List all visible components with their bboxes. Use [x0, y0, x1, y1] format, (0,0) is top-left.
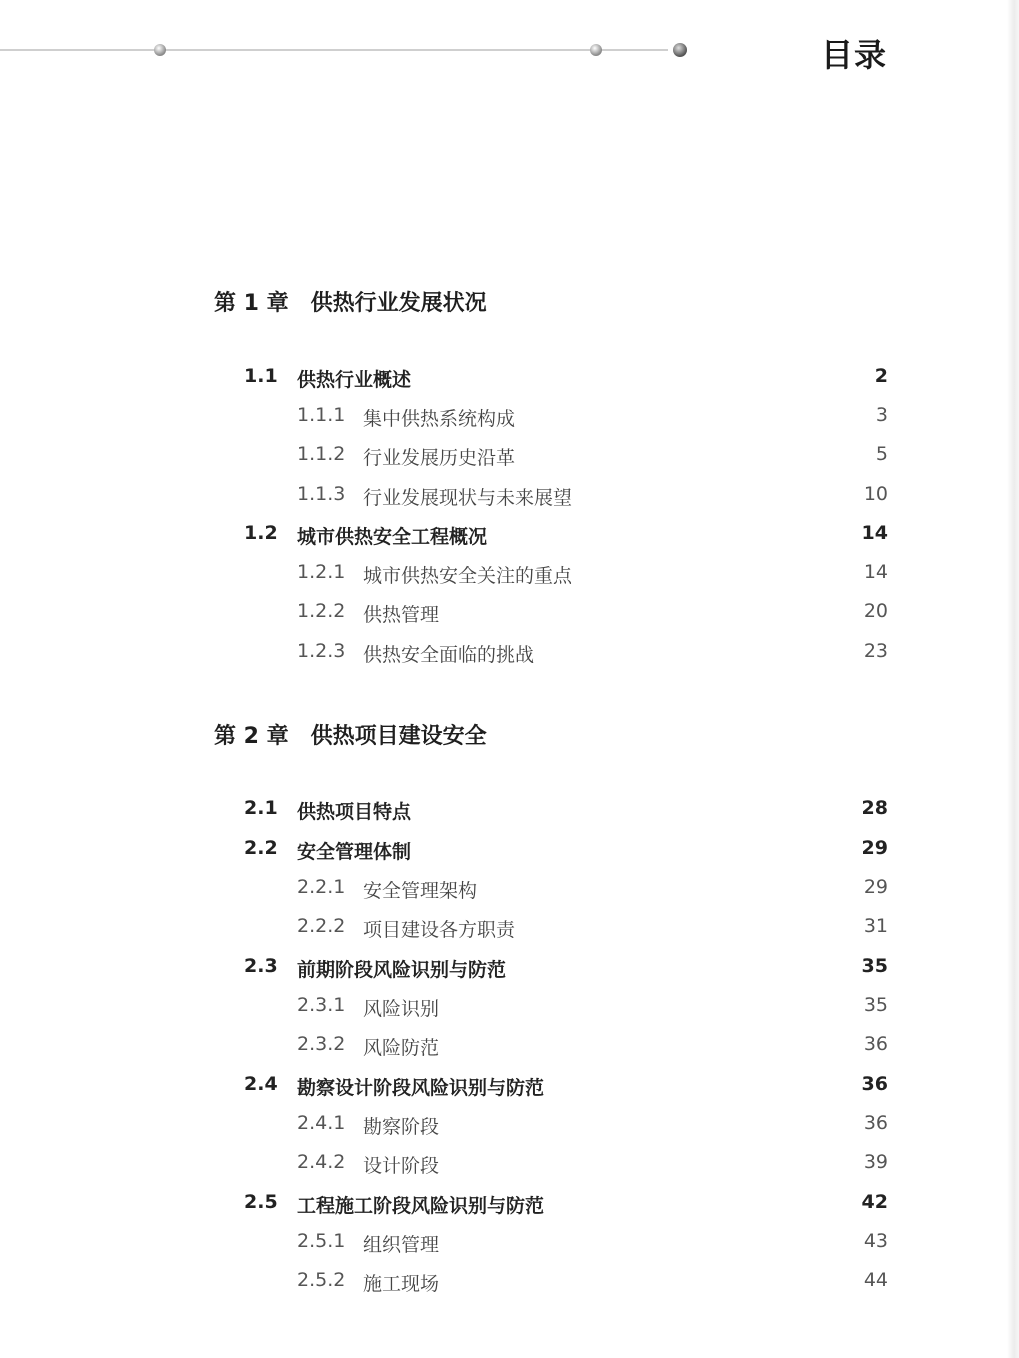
page-number: 36 [863, 1033, 888, 1055]
section-title: 供热行业概述 [297, 369, 412, 391]
page-number: 10 [863, 483, 888, 505]
page-number: 28 [861, 797, 888, 819]
page-title: 目录 [820, 36, 887, 74]
subsection-number: 2.4.2 [297, 1151, 346, 1173]
page-number: 36 [861, 1073, 888, 1095]
section-number: 1.2 [244, 522, 278, 544]
subsection-title: 项目建设各方职责 [363, 919, 516, 941]
toc-subsection-entry[interactable] [0, 915, 1019, 945]
toc-section-entry[interactable] [0, 797, 1019, 827]
page-number: 23 [863, 640, 888, 662]
toc-section-entry[interactable] [0, 1191, 1019, 1221]
subsection-number: 2.3.2 [297, 1033, 346, 1055]
chapter-title: 供热项目建设安全 [310, 724, 487, 749]
toc-subsection-entry[interactable] [0, 1269, 1019, 1299]
page-number: 29 [861, 837, 888, 859]
subsection-title: 供热安全面临的挑战 [363, 644, 535, 666]
toc-section-entry[interactable] [0, 522, 1019, 552]
page-number: 43 [863, 1230, 888, 1252]
subsection-title: 行业发展现状与未来展望 [363, 487, 573, 509]
page-number: 14 [861, 522, 888, 544]
toc-subsection-entry[interactable] [0, 443, 1019, 473]
section-number: 2.5 [244, 1191, 278, 1213]
subsection-number: 1.2.2 [297, 600, 346, 622]
toc-subsection-entry[interactable] [0, 1112, 1019, 1142]
page-number: 39 [863, 1151, 888, 1173]
section-title: 前期阶段风险识别与防范 [297, 959, 507, 981]
toc-section-entry[interactable] [0, 955, 1019, 985]
toc-subsection-entry[interactable] [0, 640, 1019, 670]
toc-section-entry[interactable] [0, 837, 1019, 867]
section-number: 2.2 [244, 837, 278, 859]
toc-subsection-entry[interactable] [0, 876, 1019, 906]
chapter-number: 第 2 章 [214, 724, 289, 749]
subsection-title: 风险防范 [363, 1037, 440, 1059]
toc-subsection-entry[interactable] [0, 600, 1019, 630]
section-title: 供热项目特点 [297, 801, 412, 823]
page-number: 3 [875, 404, 888, 426]
subsection-number: 2.5.1 [297, 1230, 346, 1252]
page-number: 2 [874, 365, 888, 387]
subsection-number: 1.2.1 [297, 561, 346, 583]
subsection-number: 1.1.1 [297, 404, 346, 426]
toc-subsection-entry[interactable] [0, 1151, 1019, 1181]
subsection-number: 1.1.3 [297, 483, 346, 505]
toc-subsection-entry[interactable] [0, 994, 1019, 1024]
page-number: 35 [861, 955, 888, 977]
toc-section-entry[interactable] [0, 365, 1019, 395]
toc-subsection-entry[interactable] [0, 561, 1019, 591]
toc-subsection-entry[interactable] [0, 1230, 1019, 1260]
page-number: 35 [863, 994, 888, 1016]
subsection-title: 城市供热安全关注的重点 [363, 565, 573, 587]
subsection-number: 2.3.1 [297, 994, 346, 1016]
page-number: 44 [863, 1269, 888, 1291]
subsection-number: 1.2.3 [297, 640, 346, 662]
page-number: 29 [863, 876, 888, 898]
section-number: 2.3 [244, 955, 278, 977]
toc-section-entry[interactable] [0, 1073, 1019, 1103]
subsection-title: 行业发展历史沿革 [363, 447, 516, 469]
toc-subsection-entry[interactable] [0, 483, 1019, 513]
subsection-title: 风险识别 [363, 998, 440, 1020]
chapter-number: 第 1 章 [214, 291, 289, 316]
subsection-title: 集中供热系统构成 [363, 408, 516, 430]
section-title: 工程施工阶段风险识别与防范 [297, 1195, 545, 1217]
chapter-heading [214, 719, 487, 750]
page-number: 5 [875, 443, 888, 465]
subsection-title: 施工现场 [363, 1273, 440, 1295]
section-title: 勘察设计阶段风险识别与防范 [297, 1077, 545, 1099]
section-title: 城市供热安全工程概况 [297, 526, 488, 548]
chapter-heading [214, 286, 487, 317]
subsection-title: 安全管理架构 [363, 880, 478, 902]
subsection-number: 2.4.1 [297, 1112, 346, 1134]
header-dot [154, 44, 166, 56]
toc-subsection-entry[interactable] [0, 404, 1019, 434]
chapter-title: 供热行业发展状况 [310, 291, 487, 316]
subsection-number: 2.2.2 [297, 915, 346, 937]
page-number: 42 [861, 1191, 888, 1213]
section-number: 1.1 [244, 365, 278, 387]
page-number: 31 [863, 915, 888, 937]
section-title: 安全管理体制 [297, 841, 412, 863]
section-number: 2.4 [244, 1073, 278, 1095]
subsection-number: 1.1.2 [297, 443, 346, 465]
subsection-title: 供热管理 [363, 604, 440, 626]
subsection-title: 组织管理 [363, 1234, 440, 1256]
subsection-number: 2.5.2 [297, 1269, 346, 1291]
toc-subsection-entry[interactable] [0, 1033, 1019, 1063]
header-decoration [0, 36, 700, 64]
subsection-title: 勘察阶段 [363, 1116, 440, 1138]
subsection-number: 2.2.1 [297, 876, 346, 898]
page-number: 20 [863, 600, 888, 622]
page-number: 14 [863, 561, 888, 583]
header-dot [673, 43, 687, 57]
header-dot [590, 44, 602, 56]
page-number: 36 [863, 1112, 888, 1134]
section-number: 2.1 [244, 797, 278, 819]
subsection-title: 设计阶段 [363, 1155, 440, 1177]
